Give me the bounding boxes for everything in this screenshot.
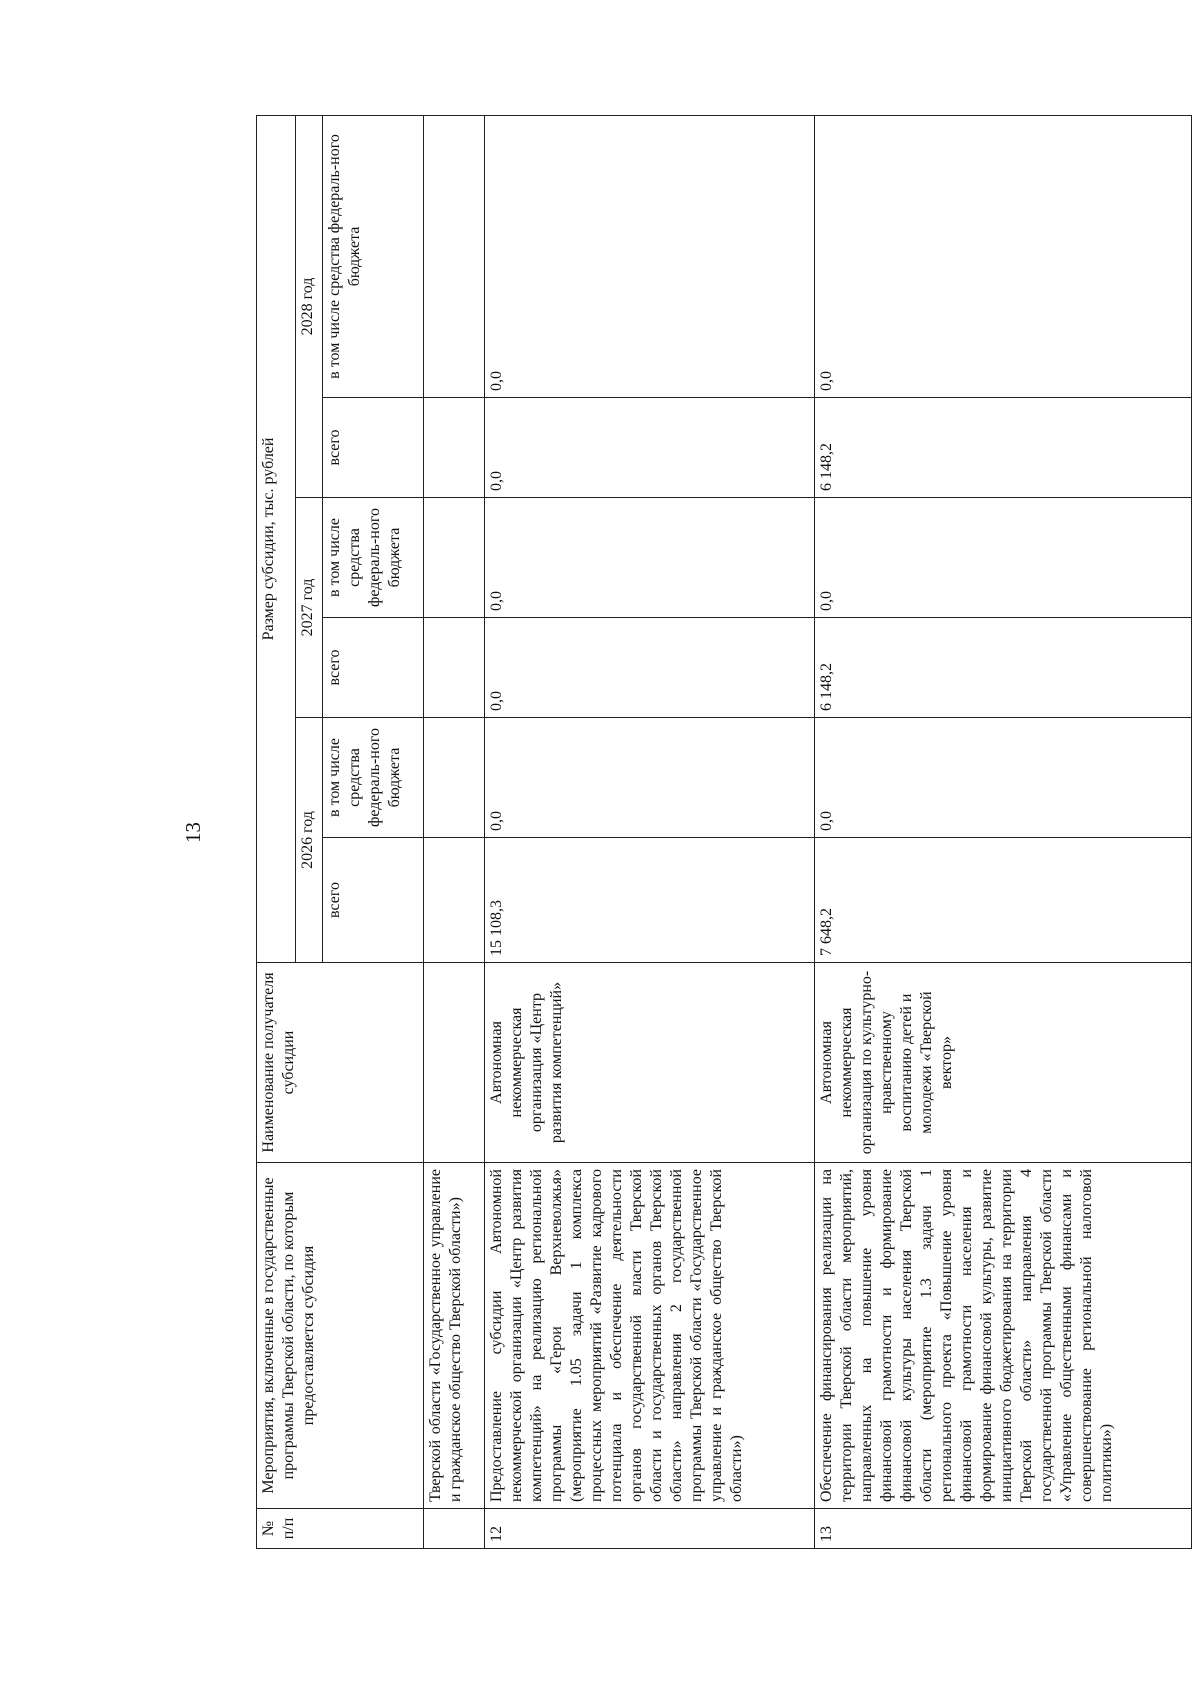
row-2026-total: 7 648,2 bbox=[815, 838, 1192, 963]
row-2027-total bbox=[424, 618, 485, 718]
table-row bbox=[424, 115, 485, 1548]
row-recipient: Автономная некоммерческая организация «Центр развития компетенций» bbox=[485, 963, 815, 1163]
header-2028-federal: в том числе средства федераль-ного бюджета bbox=[323, 115, 424, 397]
table-row bbox=[485, 115, 815, 1548]
header-2026-total: всего bbox=[323, 838, 424, 963]
row-activity: Тверской области «Государственное управление и гражданское общество Тверской области») bbox=[424, 1163, 485, 1509]
header-row bbox=[257, 115, 296, 1548]
row-2027-total: 0,0 bbox=[485, 618, 815, 718]
row-2028-total bbox=[424, 398, 485, 498]
row-2026-federal bbox=[424, 718, 485, 838]
row-2026-federal: 0,0 bbox=[485, 718, 815, 838]
row-2027-total: 6 148,2 bbox=[815, 618, 1192, 718]
row-2028-federal bbox=[424, 115, 485, 397]
header-2027-total: всего bbox=[323, 618, 424, 718]
header-2026-federal: в том числе средства федераль-ного бюджета bbox=[323, 718, 424, 838]
header-activity: Мероприятия, включенные в государственные программы Тверской области, по которым предоставляется субсидия bbox=[257, 1163, 424, 1509]
page-number: 13 bbox=[181, 822, 205, 843]
row-2028-federal: 0,0 bbox=[815, 115, 1192, 397]
header-year-2026: 2026 год bbox=[296, 718, 323, 963]
rotated-page bbox=[181, 116, 1117, 1549]
row-activity: Обеспечение финансирования реализации на территории Тверской области мероприятий, направленных на повышение уровня финансовой грамотности и формирование финансовой культуры населения Тверской области (мероприятие 1.3 задачи 1 регионального проекта «Повышение уровня финансовой грамотности населения и формирование финансовой культуры, развитие инициативного бюджетирования на территории Тверской области» направления 4 государственной программы Тверской области «Управление общественными финансами и совершенствование региональной налоговой политики») bbox=[815, 1163, 1192, 1509]
header-num: № п/п bbox=[257, 1509, 424, 1549]
row-2027-federal: 0,0 bbox=[815, 498, 1192, 618]
row-2028-federal: 0,0 bbox=[485, 115, 815, 397]
header-2028-total: всего bbox=[323, 398, 424, 498]
header-2027-federal: в том числе средства федераль-ного бюджета bbox=[323, 498, 424, 618]
header-year-2028: 2028 год bbox=[296, 115, 323, 497]
row-2027-federal bbox=[424, 498, 485, 618]
row-activity: Предоставление субсидии Автономной некоммерческой организации «Центр развития компетенций» на реализацию региональной программы «Герои Верхневолжья» (мероприятие 1.05 задачи 1 комплекса процессных мероприятий «Развитие кадрового потенциала и обеспечение деятельности органов государственной власти Тверской области и государственных органов Тверской области» направления 2 государственной программы Тверской области «Государственное управление и гражданское общество Тверской области») bbox=[485, 1163, 815, 1509]
row-recipient: Автономная некоммерческая организация по культурно-нравственному воспитанию детей и молодежи «Тверской вектор» bbox=[815, 963, 1192, 1163]
table-row bbox=[815, 115, 1192, 1548]
header-recipient: Наименование получателя субсидии bbox=[257, 963, 424, 1163]
row-2027-federal: 0,0 bbox=[485, 498, 815, 618]
row-2026-federal: 0,0 bbox=[815, 718, 1192, 838]
row-2028-total: 6 148,2 bbox=[815, 398, 1192, 498]
row-num bbox=[424, 1509, 485, 1549]
header-amount: Размер субсидии, тыс. рублей bbox=[257, 115, 296, 962]
row-recipient bbox=[424, 963, 485, 1163]
row-num: 12 bbox=[485, 1509, 815, 1549]
header-year-2027: 2027 год bbox=[296, 498, 323, 718]
row-num: 13 bbox=[815, 1509, 1192, 1549]
row-2026-total bbox=[424, 838, 485, 963]
row-2028-total: 0,0 bbox=[485, 398, 815, 498]
subsidy-table bbox=[256, 115, 1192, 1549]
row-2026-total: 15 108,3 bbox=[485, 838, 815, 963]
